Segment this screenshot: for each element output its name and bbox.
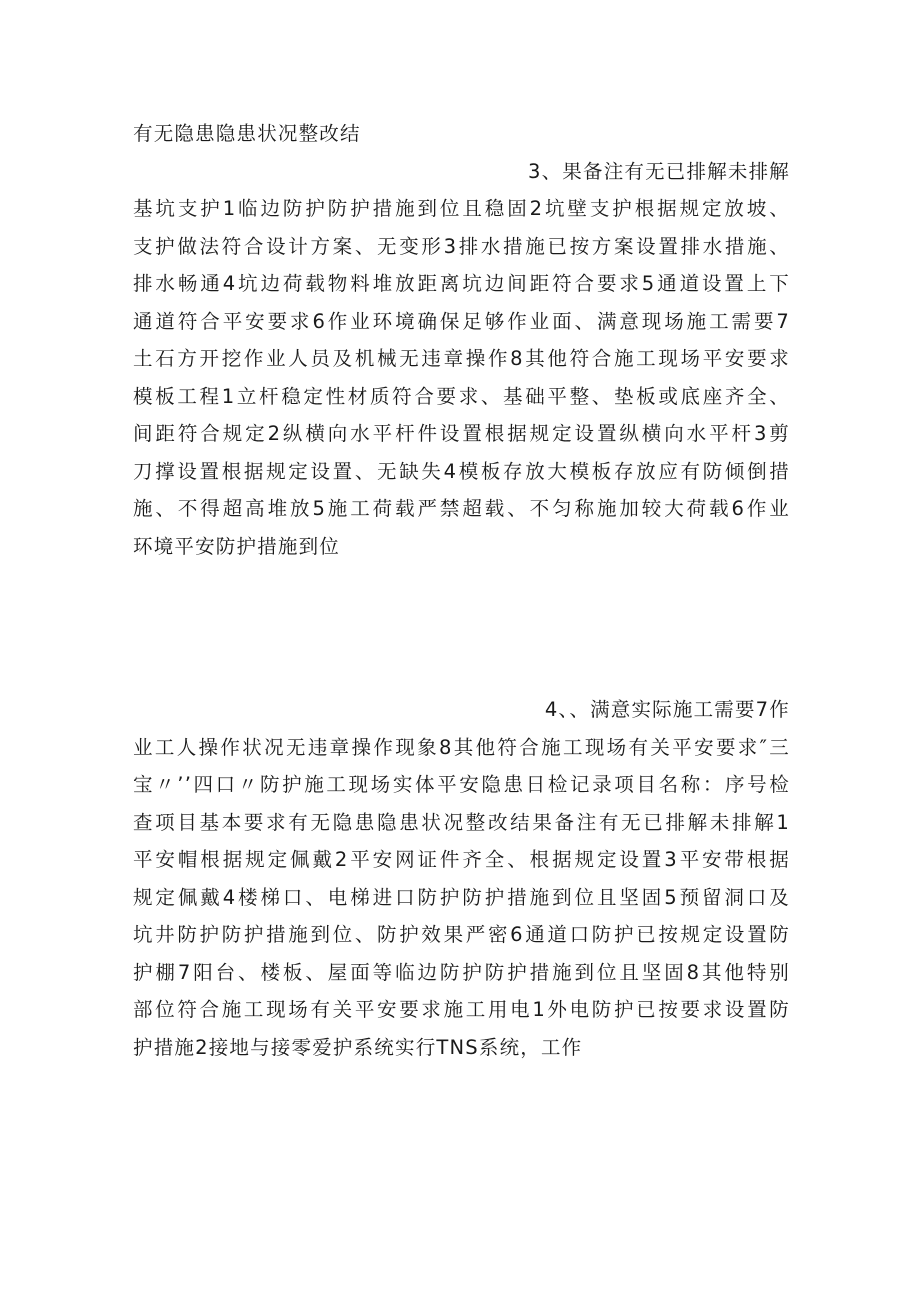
text-line: 4、、满意实际施工需要7作 xyxy=(544,698,790,721)
text-line: 支护做法符合设计方案、无变形3排水措施已按方案设置排水措施、 xyxy=(133,234,790,258)
text-line: 宝〃’’四口〃防护施工现场实体平安隐患日检记录项目名称：序号检 xyxy=(133,773,790,796)
text-line: 3、果备注有无已排解未排解 xyxy=(527,159,790,183)
text-line: 基坑支护1临边防护防护措施到位且稳固2坑壁支护根据规定放坡、 xyxy=(133,197,790,220)
text-line: 查项目基本要求有无隐患隐患状况整改结果备注有无已排解未排解1 xyxy=(133,810,790,834)
text-line: 模板工程1立杆稳定性材质符合要求、基础平整、垫板或底座齐全、 xyxy=(133,384,790,408)
section-2-text xyxy=(133,691,790,1066)
text-line: 护棚7阳台、楼板、屋面等临边防护防护措施到位且坚固8其他特别 xyxy=(133,960,790,984)
text-line: 部位符合施工现场有关平安要求施工用电1外电防护已按要求设置防 xyxy=(133,998,790,1021)
text-line: 规定佩戴4楼梯口、电梯进口防护防护措施到位且坚固5预留洞口及 xyxy=(133,885,790,909)
text-line: 刀撑设置根据规定设置、无缺失4模板存放大模板存放应有防倾倒措 xyxy=(133,459,790,483)
text-line: 通道符合平安要求6作业环境确保足够作业面、满意现场施工需要7 xyxy=(133,309,790,333)
text-line: 有无隐患隐患状况整改结 xyxy=(133,122,361,145)
text-line: 坑井防护防护措施到位、防护效果严密6通道口防护已按规定设置防 xyxy=(133,923,790,946)
text-line: 业工人操作状况无违章操作现象8其他符合施工现场有关平安要求″三 xyxy=(133,735,790,759)
text-line: 平安帽根据规定佩戴2平安网证件齐全、根据规定设置3平安带根据 xyxy=(133,848,790,871)
text-line: 环境平安防护措施到位 xyxy=(133,534,341,558)
text-line: 间距符合规定2纵横向水平杆件设置根据规定设置纵横向水平杆3剪 xyxy=(133,422,790,445)
text-line: 土石方开挖作业人员及机械无违章操作8其他符合施工现场平安要求 xyxy=(133,347,790,370)
section-1-text xyxy=(133,115,790,565)
text-line: 施、不得超高堆放5施工荷载严禁超载、不匀称施加较大荷载6作业 xyxy=(133,497,790,520)
text-line: 护措施2接地与接零爱护系统实行TNS系统，工作 xyxy=(133,1035,583,1059)
text-line: 排水畅通4坑边荷载物料堆放距离坑边间距符合要求5通道设置上下 xyxy=(133,272,790,295)
